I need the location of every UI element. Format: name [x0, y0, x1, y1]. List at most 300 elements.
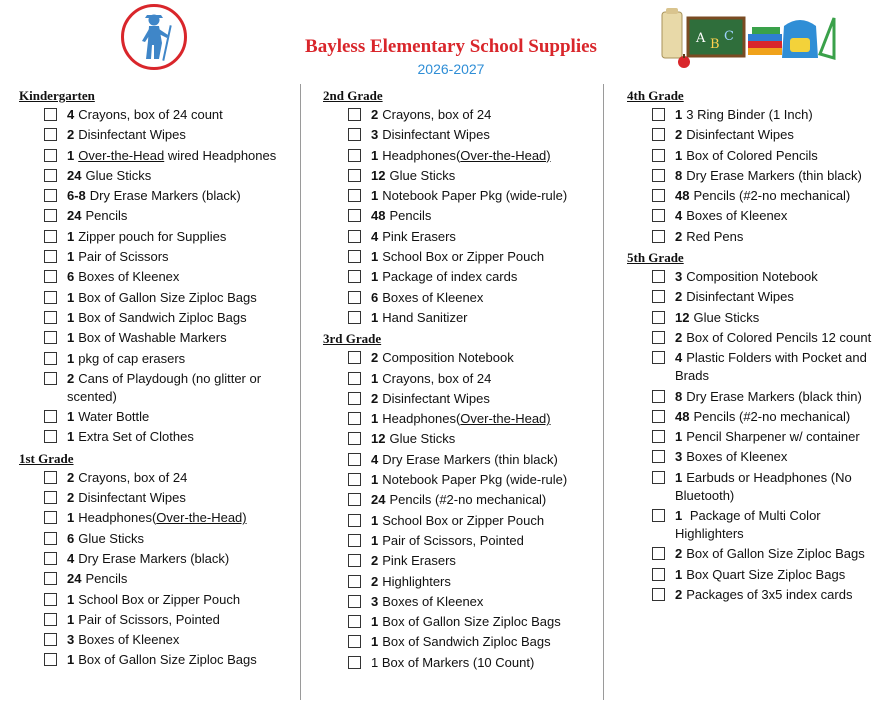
supply-item: [19, 167, 299, 185]
supply-item-text: [675, 329, 879, 347]
item-label: Pencils: [389, 208, 432, 224]
item-label: Boxes of Kleenex: [686, 449, 788, 465]
supply-item: [627, 329, 879, 347]
item-quantity: 24: [67, 571, 82, 587]
item-quantity: 4: [371, 451, 379, 467]
checkbox[interactable]: [652, 509, 665, 522]
item-quantity: 2: [371, 390, 379, 406]
grade-heading: 1st Grade: [19, 450, 74, 466]
checkbox[interactable]: [652, 149, 665, 162]
checkbox[interactable]: [44, 230, 57, 243]
item-quantity: 4: [67, 107, 75, 122]
checkbox[interactable]: [348, 453, 361, 466]
checkbox[interactable]: [348, 311, 361, 324]
checkbox[interactable]: [44, 430, 57, 443]
supply-item: [627, 545, 879, 563]
checkbox[interactable]: [348, 534, 361, 547]
item-label: Water Bottle: [78, 409, 150, 425]
item-quantity: 1: [371, 512, 379, 528]
supply-item: [323, 410, 603, 428]
item-quantity: 6: [67, 269, 75, 285]
checkbox[interactable]: [652, 410, 665, 423]
item-label: Box of Colored Pencils 12 count: [686, 329, 872, 345]
column-middle: [323, 84, 603, 674]
page-title: Bayless Elementary School Supplies: [305, 36, 597, 57]
item-quantity: 1: [67, 652, 75, 668]
supply-item: [19, 428, 299, 446]
item-quantity: 3: [675, 449, 683, 465]
item-label: 3 Ring Binder (1 Inch): [686, 107, 813, 122]
item-quantity: 1: [371, 249, 379, 265]
grade-heading: 4th Grade: [627, 88, 684, 103]
supply-item: [323, 390, 603, 408]
checkbox[interactable]: [652, 390, 665, 403]
item-quantity: 4: [675, 208, 683, 224]
supply-item: [19, 106, 299, 124]
supply-item-text: [67, 489, 299, 507]
supply-item-text: [67, 167, 299, 185]
checkbox[interactable]: [44, 209, 57, 222]
supply-item-text: [371, 106, 603, 124]
supply-item-text: [675, 428, 879, 446]
checkbox[interactable]: [348, 128, 361, 141]
checkbox[interactable]: [44, 471, 57, 484]
supply-item: [627, 126, 879, 144]
checkbox[interactable]: [348, 635, 361, 648]
supply-item: [627, 566, 879, 584]
item-label: Pair of Scissors: [78, 249, 169, 265]
item-quantity: 1: [67, 228, 75, 244]
checkbox[interactable]: [652, 311, 665, 324]
item-label: Package of index cards: [382, 269, 518, 285]
supply-item-text: [371, 349, 603, 367]
supply-item: [19, 268, 299, 286]
item-label: Boxes of Kleenex: [78, 269, 180, 285]
item-label: Boxes of Kleenex: [686, 208, 788, 224]
item-quantity: 3: [675, 269, 683, 285]
item-quantity: 1: [371, 309, 379, 325]
item-quantity: 6: [67, 530, 75, 546]
grade-section-kindergarten: [19, 86, 299, 446]
item-quantity: 1: [371, 472, 379, 488]
checkbox[interactable]: [652, 290, 665, 303]
supply-item-text: [675, 207, 879, 225]
supply-item: [323, 451, 603, 469]
supply-list: [323, 106, 603, 327]
supply-list: [627, 268, 879, 604]
item-label: Crayons, box of 24: [382, 370, 492, 386]
checkbox[interactable]: [44, 593, 57, 606]
item-label: School Box or Zipper Pouch: [382, 249, 545, 265]
item-label: Crayons, box of 24: [78, 469, 188, 485]
supply-item: [19, 228, 299, 246]
checkbox[interactable]: [348, 149, 361, 162]
supply-item-text: [67, 631, 299, 649]
supply-item: [323, 370, 603, 388]
item-label: Headphones(: [382, 411, 461, 427]
item-quantity: 1: [67, 330, 75, 346]
checkbox[interactable]: [348, 575, 361, 588]
item-label: Crayons, box of 24: [382, 107, 492, 122]
checkbox[interactable]: [348, 656, 361, 669]
checkbox[interactable]: [348, 412, 361, 425]
supply-item: [323, 430, 603, 448]
checkbox[interactable]: [44, 250, 57, 263]
supply-item: [627, 309, 879, 327]
item-label: Boxes of Kleenex: [382, 289, 484, 305]
item-label: Box of Gallon Size Ziploc Bags: [382, 614, 561, 630]
checkbox[interactable]: [348, 169, 361, 182]
supply-item-text: [675, 388, 879, 406]
svg-text:A: A: [696, 31, 706, 46]
item-label: Pencils: [85, 571, 128, 587]
checkbox[interactable]: [44, 653, 57, 666]
supply-item: [323, 349, 603, 367]
checkbox[interactable]: [348, 108, 361, 121]
supply-item: [627, 187, 879, 205]
item-quantity: 2: [675, 329, 683, 345]
item-label: Crayons, box of 24 count: [78, 107, 223, 122]
item-label: Dry Erase Markers (black): [89, 188, 241, 204]
checkbox[interactable]: [348, 372, 361, 385]
item-label: Pair of Scissors, Pointed: [382, 532, 524, 548]
grade-heading: Kindergarten: [19, 88, 95, 103]
supply-item: [323, 309, 603, 327]
checkbox[interactable]: [44, 149, 57, 162]
item-label: Headphones(: [382, 147, 461, 163]
checkbox[interactable]: [44, 633, 57, 646]
item-quantity: 1: [675, 469, 683, 485]
supply-item-text: [675, 586, 879, 604]
supply-item-text: [675, 167, 879, 185]
checkbox[interactable]: [44, 491, 57, 504]
item-quantity: 1: [371, 634, 379, 650]
item-label: Dry Erase Markers (thin black): [686, 167, 862, 183]
item-label: Cans of Playdough (no glitter or scented): [67, 370, 262, 404]
item-label: Disinfectant Wipes: [382, 127, 490, 143]
checkbox[interactable]: [44, 291, 57, 304]
checkbox[interactable]: [348, 615, 361, 628]
item-quantity: 1: [67, 249, 75, 265]
checkbox[interactable]: [652, 108, 665, 121]
supply-item: [627, 228, 879, 246]
item-quantity: 1: [67, 611, 75, 627]
supply-item: [19, 329, 299, 347]
item-quantity: 1: [675, 508, 683, 524]
supply-item: [19, 530, 299, 548]
item-label: School Box or Zipper Pouch: [78, 591, 241, 607]
checkbox[interactable]: [652, 128, 665, 141]
item-quantity: 2: [371, 573, 379, 589]
supply-item-text: [67, 207, 299, 225]
checkbox[interactable]: [348, 473, 361, 486]
item-label: Over-the-Head): [156, 510, 247, 526]
item-quantity: 1: [67, 309, 75, 325]
supply-item-text: [371, 390, 603, 408]
supply-item: [323, 552, 603, 570]
item-label: Disinfectant Wipes: [686, 127, 794, 143]
supply-item: [323, 654, 603, 672]
supply-item: [627, 288, 879, 306]
checkbox[interactable]: [348, 392, 361, 405]
checkbox[interactable]: [44, 311, 57, 324]
checkbox[interactable]: [348, 209, 361, 222]
item-quantity: 2: [675, 228, 683, 244]
item-quantity: 1: [67, 289, 75, 305]
checkbox[interactable]: [652, 270, 665, 283]
item-quantity: 2: [67, 469, 75, 485]
checkbox[interactable]: [348, 291, 361, 304]
supply-item-text: [67, 350, 299, 368]
supply-item-text: [67, 570, 299, 588]
checkbox[interactable]: [652, 189, 665, 202]
supply-item-text: [371, 654, 603, 672]
item-label: Hand Sanitizer: [382, 309, 468, 325]
item-quantity: 12: [675, 309, 690, 325]
item-quantity: 3: [371, 593, 379, 609]
supply-item: [19, 611, 299, 629]
item-quantity: 2: [371, 553, 379, 569]
item-quantity: 12: [371, 167, 386, 183]
item-label: Extra Set of Clothes: [78, 429, 194, 445]
supply-item: [323, 289, 603, 307]
item-label: Glue Sticks: [389, 431, 456, 447]
supply-item: [19, 591, 299, 609]
supply-item: [19, 631, 299, 649]
svg-text:C: C: [724, 29, 734, 44]
checkbox[interactable]: [348, 230, 361, 243]
checkbox[interactable]: [348, 432, 361, 445]
checkbox[interactable]: [44, 613, 57, 626]
supply-list: [19, 469, 299, 670]
supply-item: [323, 613, 603, 631]
checkbox[interactable]: [44, 552, 57, 565]
item-quantity: 4: [675, 350, 683, 366]
supply-item: [19, 126, 299, 144]
supply-item: [627, 106, 879, 124]
item-quantity: 1: [675, 147, 683, 163]
item-label: Box Quart Size Ziploc Bags: [686, 566, 846, 582]
checkbox[interactable]: [652, 471, 665, 484]
checkbox[interactable]: [348, 595, 361, 608]
supply-item: [19, 248, 299, 266]
item-label: Package of Multi Color Highlighters: [675, 508, 821, 542]
supply-item: [19, 570, 299, 588]
supply-item-text: [67, 509, 299, 527]
supply-item-text: [371, 147, 603, 165]
item-quantity: 48: [675, 188, 690, 204]
item-label: Box of Washable Markers: [78, 330, 227, 346]
item-label: Red Pens: [686, 228, 744, 244]
checkbox[interactable]: [44, 532, 57, 545]
checkbox[interactable]: [652, 331, 665, 344]
item-label: Glue Sticks: [389, 167, 456, 183]
item-label: Pink Erasers: [382, 228, 456, 244]
item-quantity: 8: [675, 167, 683, 183]
supply-item: [323, 167, 603, 185]
supply-item-text: [675, 545, 879, 563]
checkbox[interactable]: [652, 430, 665, 443]
item-label: Notebook Paper Pkg (wide-rule): [382, 188, 568, 204]
checkbox[interactable]: [652, 547, 665, 560]
checkbox[interactable]: [652, 450, 665, 463]
checkbox[interactable]: [652, 351, 665, 364]
item-label: 1 Box of Markers (10 Count): [371, 654, 535, 670]
item-quantity: 1: [371, 147, 379, 163]
checkbox[interactable]: [348, 189, 361, 202]
supply-item: [323, 573, 603, 591]
item-label: pkg of cap erasers: [78, 350, 186, 366]
checkbox[interactable]: [652, 230, 665, 243]
supply-item-text: [371, 126, 603, 144]
item-label: Composition Notebook: [382, 350, 514, 366]
item-quantity: 1: [67, 147, 75, 163]
item-label: Plastic Folders with Pocket and Brads: [675, 350, 867, 384]
item-label: Pencils (#2-no mechanical): [693, 188, 851, 204]
supply-item-text: [371, 512, 603, 530]
supply-item-text: [67, 370, 299, 406]
item-quantity: 24: [67, 167, 82, 183]
page-header: [0, 0, 882, 90]
item-label: Disinfectant Wipes: [686, 289, 794, 305]
supply-item: [323, 126, 603, 144]
item-quantity: 2: [675, 127, 683, 143]
item-quantity: 1: [67, 409, 75, 425]
svg-text:B: B: [710, 37, 720, 52]
supply-item-text: [371, 228, 603, 246]
item-label: Dry Erase Markers (thin black): [382, 451, 558, 467]
checkbox[interactable]: [44, 572, 57, 585]
item-label: Dry Erase Markers (black thin): [686, 388, 862, 404]
checkbox[interactable]: [652, 209, 665, 222]
supply-item-text: [371, 430, 603, 448]
checkbox[interactable]: [44, 108, 57, 121]
supply-item: [627, 507, 879, 543]
supply-list: [627, 106, 879, 246]
checkbox[interactable]: [348, 554, 361, 567]
checkbox[interactable]: [44, 189, 57, 202]
supply-item-text: [371, 573, 603, 591]
item-label: Glue Sticks: [85, 167, 152, 183]
checkbox[interactable]: [348, 493, 361, 506]
checkbox[interactable]: [652, 568, 665, 581]
supply-item-text: [67, 469, 299, 487]
supply-item-text: [675, 147, 879, 165]
supply-list: [19, 106, 299, 446]
checkbox[interactable]: [44, 511, 57, 524]
supply-item-text: [675, 288, 879, 306]
item-quantity: 1: [371, 269, 379, 285]
item-quantity: 2: [675, 546, 683, 562]
supply-item: [19, 408, 299, 426]
grade-section-3rd-grade: [323, 329, 603, 671]
item-quantity: 4: [67, 550, 75, 566]
supply-item: [19, 187, 299, 205]
item-quantity: 1: [67, 350, 75, 366]
supply-item-text: [675, 566, 879, 584]
supply-item-text: [675, 448, 879, 466]
item-label: Box of Sandwich Ziploc Bags: [78, 309, 247, 325]
checkbox[interactable]: [44, 128, 57, 141]
checkbox[interactable]: [652, 588, 665, 601]
item-quantity: 2: [371, 107, 379, 122]
item-label: School Box or Zipper Pouch: [382, 512, 545, 528]
supply-item-text: [675, 309, 879, 327]
item-label: Pencils (#2-no mechanical): [389, 492, 547, 508]
supply-item-text: [67, 591, 299, 609]
supply-item-text: [371, 309, 603, 327]
item-quantity: 2: [675, 586, 683, 602]
checkbox[interactable]: [348, 250, 361, 263]
column-left: [19, 84, 299, 672]
grade-section-4th-grade: [627, 86, 879, 246]
supply-item-text: [371, 633, 603, 651]
supply-item: [323, 147, 603, 165]
supply-item: [627, 586, 879, 604]
supply-item-text: [675, 268, 879, 286]
item-label: Notebook Paper Pkg (wide-rule): [382, 472, 568, 488]
supply-item: [323, 532, 603, 550]
item-quantity: 1: [675, 107, 683, 122]
checkbox[interactable]: [44, 410, 57, 423]
item-quantity: 1: [67, 429, 75, 445]
supply-item: [323, 228, 603, 246]
item-label: Pencil Sharpener w/ container: [686, 429, 860, 445]
checkbox[interactable]: [652, 169, 665, 182]
checkbox[interactable]: [44, 169, 57, 182]
checkbox[interactable]: [348, 270, 361, 283]
supply-item: [323, 207, 603, 225]
item-label: Pair of Scissors, Pointed: [78, 611, 220, 627]
supply-item: [19, 207, 299, 225]
checkbox[interactable]: [44, 372, 57, 385]
column-right: [627, 84, 879, 606]
supply-item: [323, 593, 603, 611]
supply-item-text: [675, 106, 879, 124]
item-label: Over-the-Head: [78, 147, 165, 163]
item-quantity: 1: [67, 510, 75, 526]
supply-item-text: [371, 207, 603, 225]
checkbox[interactable]: [44, 270, 57, 283]
supply-item-text: [675, 228, 879, 246]
checkbox[interactable]: [348, 351, 361, 364]
supply-item: [627, 469, 879, 505]
item-quantity: 3: [371, 127, 379, 143]
item-label: Zipper pouch for Supplies: [78, 228, 227, 244]
grade-section-1st-grade: [19, 449, 299, 670]
grade-heading: 5th Grade: [627, 250, 684, 266]
item-quantity: 3: [67, 632, 75, 648]
supply-item: [19, 350, 299, 368]
checkbox[interactable]: [44, 352, 57, 365]
item-quantity: 1: [67, 591, 75, 607]
supply-item: [627, 408, 879, 426]
item-label: Box of Gallon Size Ziploc Bags: [78, 289, 257, 305]
supply-item: [323, 106, 603, 124]
supply-item-text: [67, 187, 299, 205]
school-year: 2026-2027: [417, 61, 485, 77]
supply-item: [627, 428, 879, 446]
item-label: Pencils (#2-no mechanical): [693, 408, 851, 424]
item-quantity: 2: [371, 350, 379, 366]
item-quantity: 4: [371, 228, 379, 244]
item-quantity: 1: [675, 429, 683, 445]
item-label: Disinfectant Wipes: [78, 127, 186, 143]
supply-item-text: [67, 248, 299, 266]
checkbox[interactable]: [348, 514, 361, 527]
checkbox[interactable]: [44, 331, 57, 344]
item-label: Box of Gallon Size Ziploc Bags: [686, 546, 865, 562]
